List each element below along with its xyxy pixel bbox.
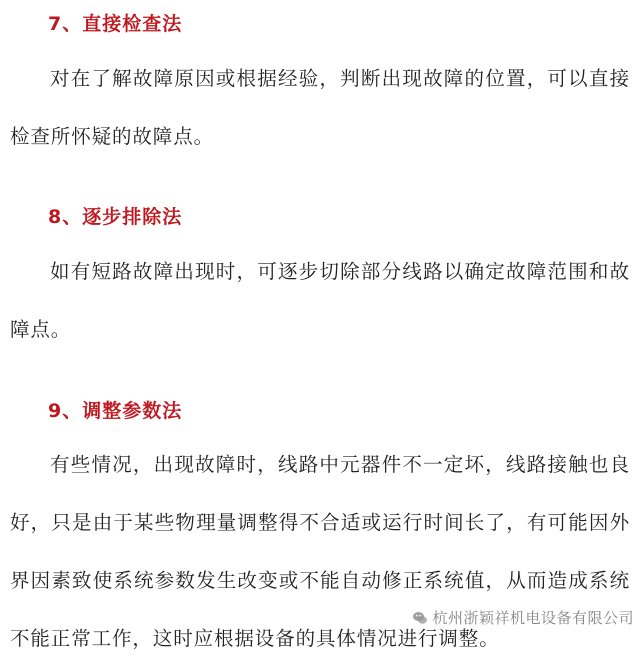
section-title-stepwise-elimination: 8、逐步排除法 [48,206,183,228]
section-body-stepwise-elimination: 如有短路故障出现时，可逐步切除部分线路以确定故障范围和故障点。 [10,260,630,341]
watermark-text: 杭州浙颖祥机电设备有限公司 [432,609,634,627]
section-body-direct-inspection: 对在了解故障原因或根据经验，判断出现故障的位置，可以直接检查所怀疑的故障点。 [10,67,630,148]
watermark [412,607,634,628]
wechat-icon [412,610,428,626]
section-title-parameter-adjustment: 9、调整参数法 [48,400,183,422]
section-body-parameter-adjustment: 有些情况，出现故障时，线路中元器件不一定坏，线路接触也良好，只是由于某些物理量调整得不合适或运行时间长了，有可能因外界因素致使系统参数发生改变或不能自动修正系统值，从而造成系统不能正常工作，这时应根据设备的具体情况进行调整。 [10,453,630,650]
section-title-direct-inspection: 7、直接检查法 [48,13,183,35]
